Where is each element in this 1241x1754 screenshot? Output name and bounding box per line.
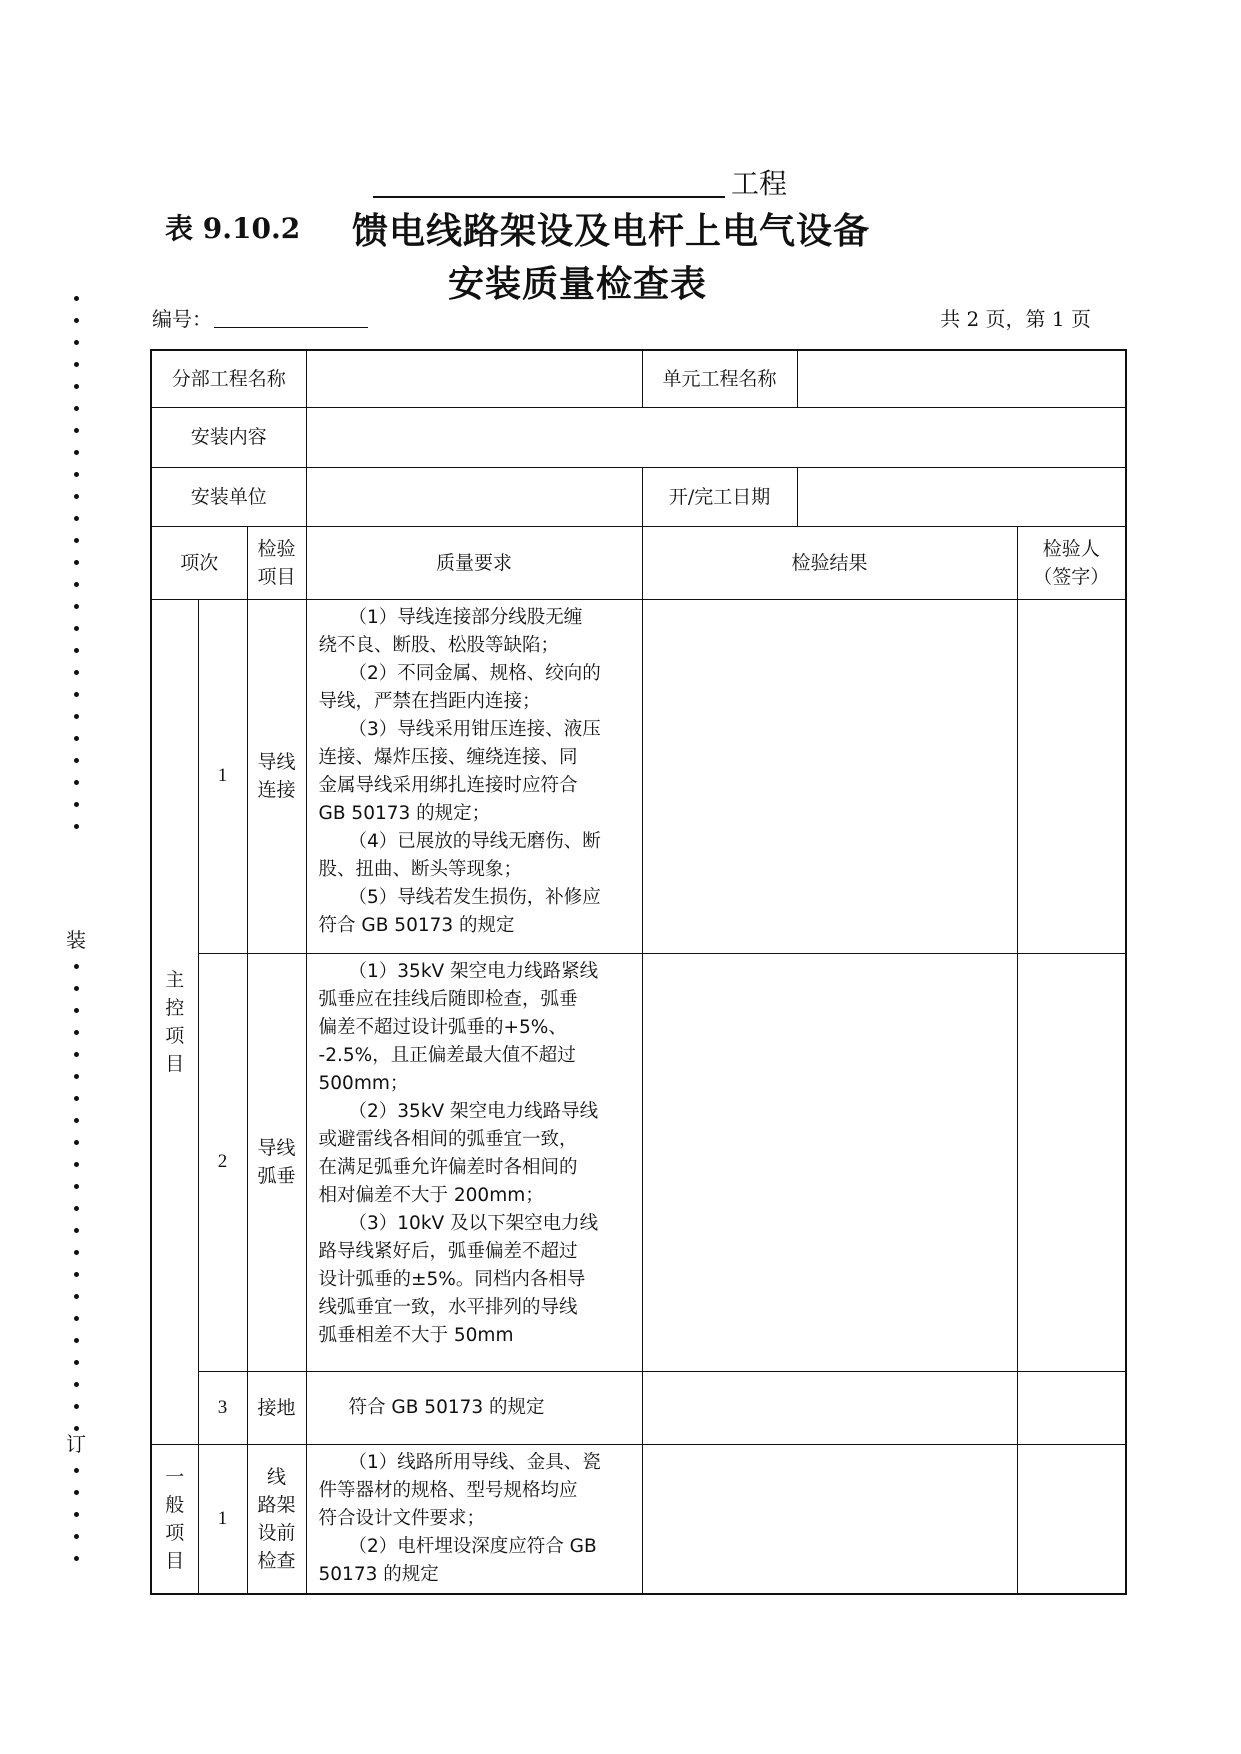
install-content-value[interactable] [306, 407, 1126, 467]
col-item-no: 项次 [151, 526, 247, 599]
serial-number-field[interactable] [214, 305, 368, 328]
inspector-cell[interactable] [1017, 953, 1126, 1371]
item-no: 1 [198, 599, 247, 953]
check-result-cell[interactable] [642, 599, 1017, 953]
col-check-item-line2: 项目 [257, 565, 296, 588]
unit-project-value[interactable] [797, 350, 1126, 407]
inspection-table [150, 349, 1127, 1595]
page-subtitle: 安装质量检查表 [448, 263, 708, 305]
col-inspector-line1: 检验人 [1042, 537, 1100, 560]
item-name: 接地 [247, 1371, 306, 1444]
check-result-cell[interactable] [642, 953, 1017, 1371]
quality-requirement: 符合 GB 50173 的规定 [306, 1371, 642, 1444]
check-result-cell[interactable] [642, 1371, 1017, 1444]
item-name: 导线 弧垂 [247, 953, 306, 1371]
sub-project-label: 分部工程名称 [151, 350, 306, 407]
quality-requirement: （1）线路所用导线、金具、瓷 件等器材的规格、型号规格均应 符合设计文件要求； （2）电杆埋设深度应符合 GB 50173 的规定 [306, 1444, 642, 1594]
install-unit-label: 安装单位 [151, 467, 306, 526]
quality-requirement: （1）导线连接部分线股无缠 绕不良、断股、松股等缺陷； （2）不同金属、规格、绞向的 导线，严禁在挡距内连接； （3）导线采用钳压连接、液压 连接、爆炸压接、缠绕连接、同 金属导线采用绑扎连接时应符合 GB 50173 的规定； （4）已展放的导线无磨伤、断 股、扭曲、断头等现象； （5）导线若发生损伤，补修应 符合 GB 50173 的规定 [306, 599, 642, 953]
info-row-install-unit [151, 467, 1126, 526]
col-check-item [247, 526, 306, 599]
date-value[interactable] [797, 467, 1126, 526]
column-header-row [151, 526, 1126, 599]
binding-char-ding: 订 [66, 1432, 86, 1456]
check-result-cell[interactable] [642, 1444, 1017, 1594]
install-content-label: 安装内容 [151, 407, 306, 467]
info-row-sub-project [151, 350, 1126, 407]
serial-number-label: 编号： [152, 307, 212, 331]
item-no: 3 [198, 1371, 247, 1444]
table-row [151, 1444, 1126, 1594]
item-no: 1 [198, 1444, 247, 1594]
binding-dots-lower [73, 1468, 81, 1578]
form-number: 表 9.10.2 [165, 212, 301, 245]
inspector-cell[interactable] [1017, 1444, 1126, 1594]
unit-project-label: 单元工程名称 [642, 350, 797, 407]
info-row-install-content [151, 407, 1126, 467]
page-title: 馈电线路架设及电杆上电气设备 [352, 210, 871, 252]
page-info: 共 2 页，第 1 页 [940, 307, 1091, 331]
project-name-blank-line[interactable] [373, 166, 725, 198]
item-name: 线 路架 设前 检查 [247, 1444, 306, 1594]
col-inspector-line2: （签字） [1033, 565, 1110, 588]
table-row [151, 953, 1126, 1371]
quality-requirement: （1）35kV 架空电力线路紧线 弧垂应在挂线后随即检查，弧垂 偏差不超过设计弧垂的+5%、 -2.5%，且正偏差最大值不超过 500mm； （2）35kV 架空电力线路导线 或避雷线各相间的弧垂宜一致， 在满足弧垂允许偏差时各相间的 相对偏差不大于 200mm； （3）10kV 及以下架空电力线 路导线紧好后，弧垂偏差不超过 设计弧垂的±5%。同档内各相导 线弧垂宜一致，水平排列的导线 弧垂相差不大于 50mm [306, 953, 642, 1371]
col-check-result: 检验结果 [642, 526, 1017, 599]
section-main-control: 主 控 项 目 [151, 599, 198, 1444]
item-name: 导线 连接 [247, 599, 306, 953]
col-inspector [1017, 526, 1126, 599]
inspector-cell[interactable] [1017, 599, 1126, 953]
project-suffix: 工程 [731, 167, 788, 200]
inspector-cell[interactable] [1017, 1371, 1126, 1444]
date-label: 开/完工日期 [642, 467, 797, 526]
binding-dots-upper [73, 296, 81, 846]
section-general: 一 般 项 目 [151, 1444, 198, 1594]
table-row [151, 599, 1126, 953]
sub-project-value[interactable] [306, 350, 642, 407]
table-row [151, 1371, 1126, 1444]
col-quality-req: 质量要求 [306, 526, 642, 599]
binding-char-zhuang: 装 [66, 928, 86, 952]
item-no: 2 [198, 953, 247, 1371]
col-check-item-line1: 检验 [257, 537, 296, 560]
binding-dots-middle [73, 964, 81, 1448]
install-unit-value[interactable] [306, 467, 642, 526]
